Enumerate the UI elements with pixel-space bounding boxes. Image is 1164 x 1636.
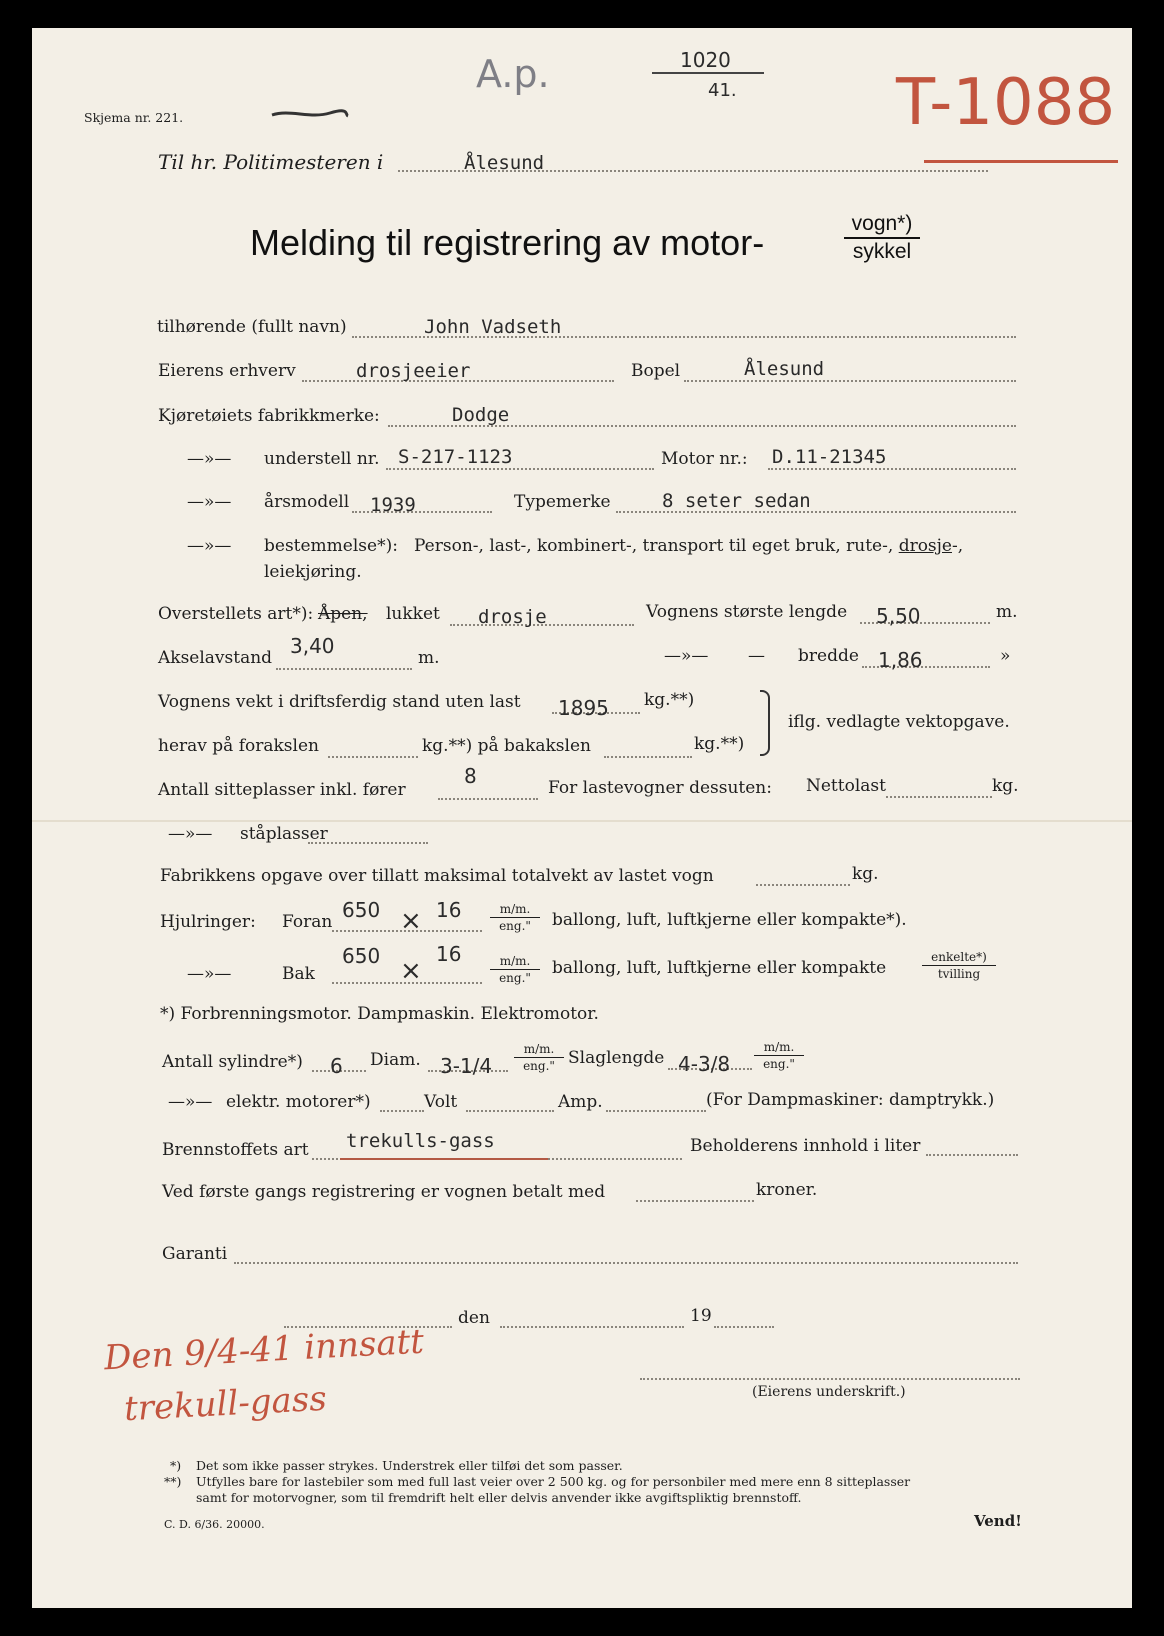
max-weight-unit: kg.: [852, 864, 879, 884]
cylinders-value: 6: [330, 1054, 343, 1078]
weight-note: iflg. vedlagte vektopgave.: [788, 712, 1010, 732]
title-frac-top: vogn*): [851, 212, 913, 235]
frac-bottom: eng.": [523, 1059, 555, 1073]
to-value: Ålesund: [464, 152, 545, 174]
rear-axle-dots: [604, 756, 692, 758]
residence-label: Bopel: [631, 361, 681, 381]
ditto-mark: —»—: [187, 449, 232, 469]
diameter-label: Diam.: [370, 1050, 421, 1070]
wheels-rear-text: ballong, luft, luftkjerne eller kompakte: [552, 958, 887, 978]
weight-bracket: [760, 690, 770, 756]
type-value: 8 seter sedan: [662, 490, 811, 512]
front-axle-label: herav på forakslen: [158, 736, 319, 756]
purpose-underlined: drosje: [898, 536, 952, 556]
reference-number-red: T-1088: [896, 66, 1116, 140]
amp-label: Amp.: [558, 1092, 603, 1112]
net-load-unit: kg.: [992, 776, 1019, 796]
ditto-mark: —»—: [187, 492, 232, 512]
wheels-front-x: ×: [400, 906, 422, 936]
footnote1-text: Det som ikke passer strykes. Understrek eller tilføi det som passer.: [196, 1458, 623, 1473]
fuel-label: Brennstoffets art: [162, 1140, 309, 1160]
model-year-label: årsmodell: [264, 492, 350, 512]
front-axle-unit: kg.**) på bakakslen: [422, 736, 591, 756]
amp-dots: [606, 1110, 706, 1112]
purpose-text-b: -,: [952, 536, 964, 556]
wheels-rear-b: 16: [436, 942, 462, 966]
paid-label: Ved første gangs registrering er vognen betalt med: [162, 1182, 606, 1202]
paid-dots: [636, 1200, 754, 1202]
wheels-rear-unit-fraction: [490, 954, 540, 985]
rear-axle-unit: kg.**): [694, 734, 745, 754]
purpose-line2: leiekjøring.: [264, 562, 362, 582]
ditto-mark: —»—: [168, 1092, 213, 1112]
wheels-label: Hjulringer:: [160, 912, 256, 932]
wheelbase-unit: m.: [418, 648, 440, 668]
footnote2-text-b: samt for motorvogner, som til fremdrift helt eller delvis anvender ikke avgiftspliktig brennstoff.: [196, 1490, 802, 1505]
footnote2-text-a: Utfylles bare for lastebiler som med full last veier over 2 500 kg. og for personbiler med mere enn 8 sitteplasser: [196, 1474, 911, 1489]
wheels-rear-label: Bak: [282, 964, 315, 984]
wheels-front-label: Foran: [282, 912, 333, 932]
frac-bottom: eng.": [763, 1057, 795, 1071]
occupation-value: drosjeeier: [356, 360, 471, 382]
signature-dots: [640, 1378, 1020, 1380]
handwritten-note-line2: trekull-gass: [123, 1378, 328, 1430]
ditto-mark: —»—: [168, 824, 213, 844]
stroke-value: 4-3/8: [678, 1052, 731, 1076]
frac-top: enkelte*): [931, 950, 987, 964]
electric-label: elektr. motorer*): [226, 1092, 371, 1112]
chassis-label: understell nr.: [264, 449, 380, 469]
handwritten-note-line1: Den 9/4-41 innsatt: [103, 1321, 425, 1379]
standing-label: ståplasser: [240, 824, 328, 844]
wheels-rear-type-fraction: [922, 950, 996, 981]
body-type-struck: Åpen,: [318, 604, 368, 624]
purpose-text-a: Person-, last-, kombinert-, transport til eget bruk, rute-,: [414, 536, 894, 556]
footnote2-mark: **): [164, 1474, 182, 1489]
frac-top: m/m.: [499, 954, 531, 968]
tank-dots: [926, 1154, 1018, 1156]
front-axle-dots: [328, 756, 418, 758]
diameter-unit-fraction: [514, 1042, 564, 1073]
max-weight-label: Fabrikkens opgave over tillatt maksimal totalvekt av lastet vogn: [160, 866, 714, 886]
stamp-number-top: 1020: [680, 48, 731, 72]
make-value: Dodge: [452, 404, 510, 426]
motor-label: Motor nr.:: [661, 449, 748, 469]
length-value: 5,50: [876, 604, 921, 628]
date-year: 19: [690, 1306, 712, 1326]
ditto-mark: —»—: [187, 536, 232, 556]
paid-unit: kroner.: [756, 1180, 818, 1200]
width-label: bredde: [798, 646, 859, 666]
chassis-value: S-217-1123: [398, 446, 513, 468]
motor-dots: [768, 468, 1016, 470]
frac-bottom: eng.": [499, 971, 531, 985]
ditto-mark: —»—: [664, 646, 709, 666]
type-label: Typemerke: [514, 492, 611, 512]
electric-dots: [380, 1110, 424, 1112]
length-label: Vognens største lengde: [646, 602, 848, 622]
title-frac-bottom: sykkel: [852, 240, 912, 263]
body-type-text: lukket: [386, 604, 440, 624]
date-den: den: [458, 1308, 490, 1328]
engine-types: *) Forbrenningsmotor. Dampmaskin. Elektromotor.: [160, 1004, 599, 1024]
cylinders-label: Antall sylindre*): [162, 1052, 303, 1072]
wheels-rear-a: 650: [342, 944, 381, 968]
volt-dots: [466, 1110, 554, 1112]
width-value: 1,86: [878, 648, 923, 672]
wheelbase-value: 3,40: [290, 634, 335, 658]
stroke-unit-fraction: [754, 1040, 804, 1071]
standing-dots: [308, 842, 428, 844]
seats-value: 8: [464, 764, 477, 788]
wheels-front-a: 650: [342, 898, 381, 922]
wheelbase-label: Akselavstand: [158, 648, 273, 668]
seats-label: Antall sitteplasser inkl. fører: [158, 780, 406, 800]
stamp-number-bottom: 41.: [708, 80, 737, 101]
net-load-label: Nettolast: [806, 776, 886, 796]
footnote1-mark: *): [170, 1458, 182, 1473]
fuel-red-underline: [340, 1158, 548, 1160]
body-type-value: drosje: [478, 606, 547, 628]
frac-bottom: eng.": [499, 919, 531, 933]
max-weight-dots: [756, 884, 850, 886]
frac-top: m/m.: [499, 902, 531, 916]
guarantee-dots: [234, 1262, 1018, 1264]
turn-over: Vend!: [974, 1512, 1022, 1530]
title-fraction: [844, 212, 920, 264]
print-code: C. D. 6/36. 20000.: [164, 1518, 265, 1531]
wheels-front-text: ballong, luft, luftkjerne eller kompakte*).: [552, 910, 907, 930]
model-year-value: 1939: [370, 494, 416, 516]
volt-label: Volt: [424, 1092, 458, 1112]
stroke-label: Slaglengde: [568, 1048, 665, 1068]
form-title: Melding til registrering av motor-: [250, 222, 765, 263]
frac-top: m/m.: [523, 1042, 555, 1056]
lorry-label: For lastevogner dessuten:: [548, 778, 772, 798]
tank-label: Beholderens innhold i liter: [690, 1136, 921, 1156]
motor-value: D.11-21345: [772, 446, 887, 468]
net-load-dots: [886, 796, 992, 798]
signature-label: (Eierens underskrift.): [752, 1384, 906, 1400]
width-dash: —: [748, 646, 765, 666]
weight-unit: kg.**): [644, 690, 695, 710]
steam-label: (For Dampmaskiner: damptrykk.): [706, 1090, 995, 1110]
diameter-value: 3-1/4: [440, 1054, 493, 1078]
fuel-value: trekulls-gass: [346, 1130, 495, 1152]
wheels-front-b: 16: [436, 898, 462, 922]
date-dots: [500, 1326, 684, 1328]
residence-value: Ålesund: [744, 358, 825, 380]
seats-dots: [438, 798, 538, 800]
body-type-label: Overstellets art*):: [158, 604, 314, 624]
stamp-ap: A.p.: [476, 52, 550, 96]
stamp-divider: [652, 72, 764, 74]
length-unit: m.: [996, 602, 1018, 622]
frac-top: m/m.: [763, 1040, 795, 1054]
to-label: Til hr. Politimesteren i: [158, 150, 384, 174]
paper-fold: [32, 820, 1132, 822]
ink-scribble: [270, 106, 350, 114]
residence-dots: [684, 380, 1016, 382]
occupation-label: Eierens erhverv: [158, 361, 296, 381]
year-dots: [714, 1326, 774, 1328]
weight-label: Vognens vekt i driftsferdig stand uten last: [158, 692, 521, 712]
purpose-label: bestemmelse*):: [264, 536, 398, 556]
frac-bottom: tvilling: [937, 967, 981, 981]
guarantee-label: Garanti: [162, 1244, 228, 1264]
wheels-rear-x: ×: [400, 956, 422, 986]
purpose-options: [414, 536, 963, 556]
schema-number: Skjema nr. 221.: [84, 110, 184, 125]
weight-value: 1895: [558, 696, 609, 720]
chassis-dots: [386, 468, 654, 470]
width-unit: »: [1000, 646, 1011, 666]
wheelbase-dots: [276, 668, 412, 670]
owner-value: John Vadseth: [424, 316, 562, 338]
make-label: Kjøretøiets fabrikkmerke:: [158, 406, 380, 426]
red-underline: [924, 160, 1118, 163]
owner-label: tilhørende (fullt navn): [157, 317, 347, 337]
wheels-front-unit-fraction: [490, 902, 540, 933]
ditto-mark: —»—: [187, 964, 232, 984]
